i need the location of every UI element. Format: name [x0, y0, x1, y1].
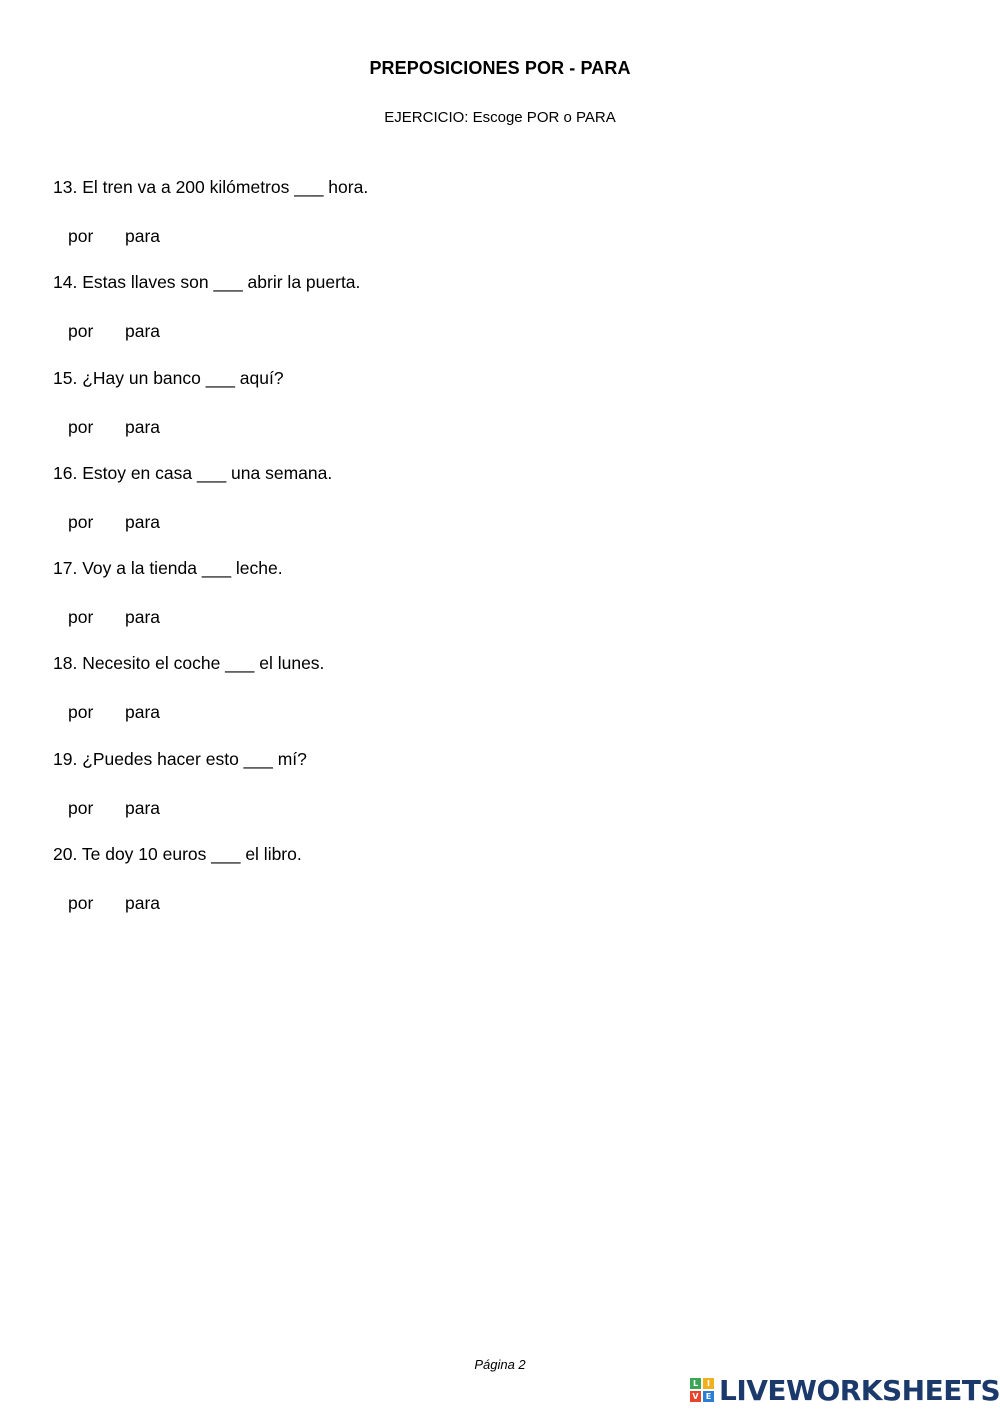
option-para[interactable]: para: [125, 226, 161, 246]
question-item: [53, 653, 953, 748]
answer-options: [68, 893, 160, 914]
question-item: [53, 558, 953, 653]
option-por[interactable]: por: [68, 893, 94, 914]
question-text: 18. Necesito el coche ___ el lunes.: [53, 653, 325, 674]
exercise-instructions: EJERCICIO: Escoge POR o PARA: [384, 109, 616, 126]
answer-options: [68, 512, 160, 533]
question-text: 16. Estoy en casa ___ una semana.: [53, 462, 333, 483]
option-para[interactable]: para: [125, 893, 161, 914]
answer-options: [68, 607, 160, 628]
answer-options: [68, 798, 160, 819]
logo-square-l: L: [690, 1378, 701, 1389]
question-text: 17. Voy a la tienda ___ leche.: [53, 558, 283, 579]
answer-options: [68, 417, 160, 438]
logo-squares-icon: [690, 1378, 714, 1402]
question-text: 15. ¿Hay un banco ___ aquí?: [53, 367, 284, 388]
question-text: 20. Te doy 10 euros ___ el libro.: [53, 844, 302, 865]
option-para[interactable]: para: [125, 702, 161, 723]
option-por[interactable]: por: [68, 416, 94, 437]
option-por[interactable]: por: [68, 607, 94, 628]
logo-square-v: V: [690, 1391, 701, 1402]
answer-options: [68, 321, 160, 342]
question-text: 19. ¿Puedes hacer esto ___ mí?: [53, 748, 307, 769]
answer-options: [68, 226, 160, 247]
option-por[interactable]: por: [68, 226, 94, 246]
question-item: [53, 272, 953, 367]
option-por[interactable]: por: [68, 321, 94, 342]
option-para[interactable]: para: [125, 797, 161, 818]
option-para[interactable]: para: [125, 416, 161, 437]
option-por[interactable]: por: [68, 702, 94, 723]
option-para[interactable]: para: [125, 607, 161, 628]
question-text: 14. Estas llaves son ___ abrir la puerta.: [53, 272, 361, 293]
logo-square-e: E: [703, 1391, 714, 1402]
option-para[interactable]: para: [125, 321, 161, 342]
page-number: Página 2: [474, 1357, 526, 1372]
question-text: 13. El tren va a 200 kilómetros ___ hora.: [53, 177, 369, 197]
question-item: [53, 749, 953, 844]
logo-text: LIVEWORKSHEETS: [719, 1373, 1000, 1407]
option-por[interactable]: por: [68, 797, 94, 818]
question-list: [53, 177, 953, 939]
page-title: PREPOSICIONES POR - PARA: [369, 58, 631, 78]
question-item: [53, 177, 953, 272]
question-item: [53, 463, 953, 558]
liveworksheets-logo: [690, 1372, 1000, 1408]
answer-options: [68, 702, 160, 723]
option-por[interactable]: por: [68, 511, 94, 532]
question-item: [53, 368, 953, 463]
option-para[interactable]: para: [125, 511, 161, 532]
question-item: [53, 844, 953, 939]
logo-square-i: I: [703, 1378, 714, 1389]
